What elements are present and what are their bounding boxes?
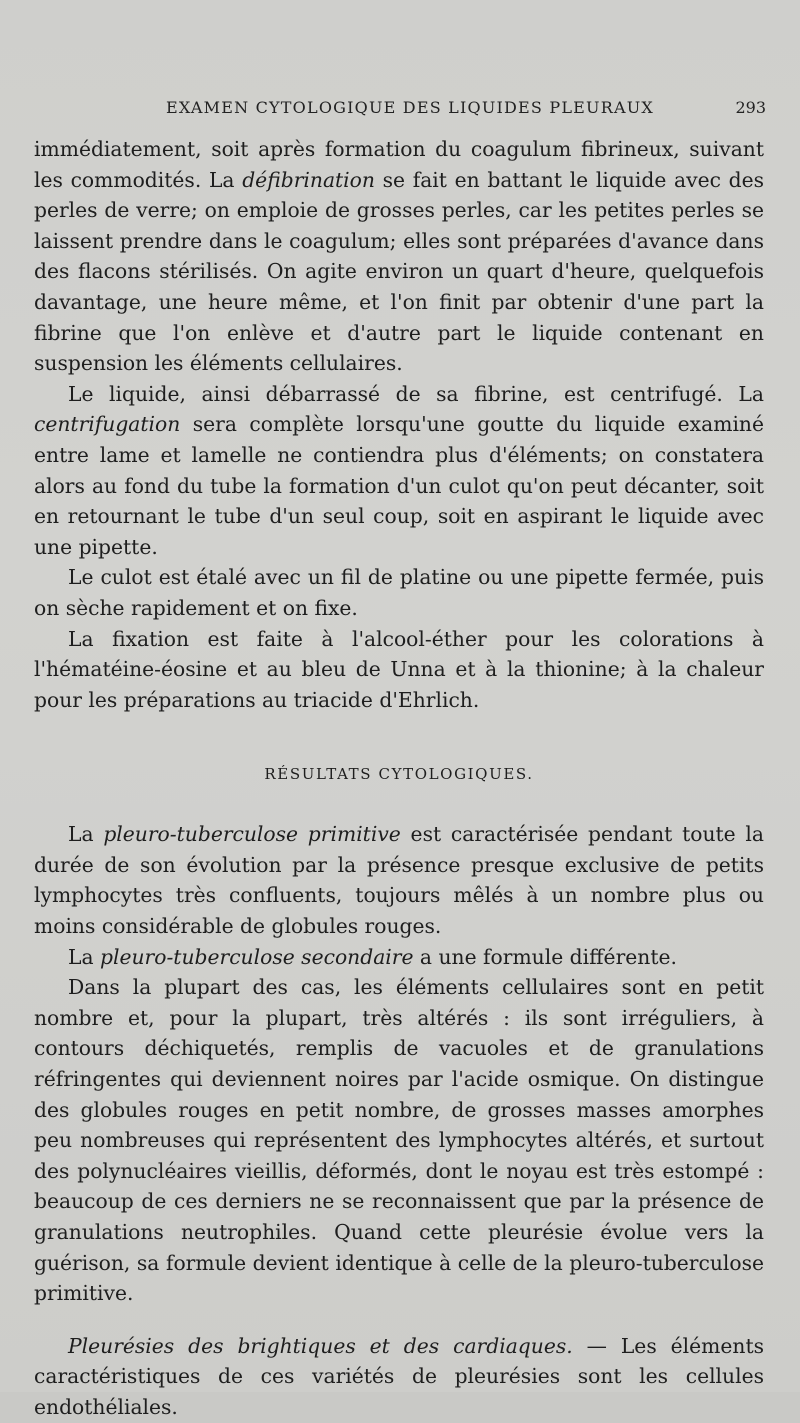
paragraph-pleuro-tuberculose-primitive xyxy=(34,819,764,941)
italic-term-centrifugation: centrifugation xyxy=(34,412,181,437)
body-text xyxy=(34,134,764,1423)
text-segment: La xyxy=(68,822,104,847)
page-number: 293 xyxy=(735,98,766,117)
paragraph-elements-cellulaires: Dans la plupart des cas, les éléments cellulaires sont en petit nombre et, pour la plupart, très altérés : ils sont irréguliers, à contours déchiquetés, remplis de vacuoles et de granulations réfringentes qui deviennent noires par l'acide osmique. On distingue des globules rouges en petit nombre, de grosses masses amorphes peu nombreuses qui représentent des lymphocytes altérés, et surtout des polynucléaires vieillis, déformés, dont le noyau est très estompé : beaucoup de ces derniers ne se reconnaissent que par la présence de granulations neutrophiles. Quand cette pleurésie évolue vers la guérison, sa formule devient identique à celle de la pleuro-tuberculose primitive. xyxy=(34,975,764,1306)
text-segment: immédiatement, soit après formation du coagulum fibrineux, suivant les commodités. La xyxy=(34,137,764,192)
paragraph-defibrination xyxy=(34,134,764,379)
paragraph-culot: Le culot est étalé avec un fil de platine ou une pipette fermée, puis on sèche rapidement et on fixe. xyxy=(34,565,764,620)
paragraph-pleuresies-brightiques xyxy=(34,1331,764,1423)
paragraph-gap xyxy=(34,1309,764,1331)
italic-term-defibrination: défibrination xyxy=(242,167,375,192)
text-segment: — Les éléments caractéristiques de ces variétés de pleurésies sont les cellules endothéliales. xyxy=(34,1333,764,1419)
text-segment: se fait en battant le liquide avec des perles de verre; on emploie de grosses perles, car les petites perles se laissent prendre dans le coagulum; elles sont préparées d'avance dans des flacons stérilisés. On agite environ un quart d'heure, quelquefois davantage, une heure même, et l'on finit par obtenir d'une part la fibrine que l'on enlève et d'autre part le liquide contenant en suspension les éléments cellulaires. xyxy=(34,167,764,376)
italic-heading-brightiques: Pleurésies des brightiques et des cardiaques. xyxy=(68,1333,573,1358)
text-segment: La xyxy=(68,944,101,969)
text-segment: sera complète lorsqu'une goutte du liquide examiné entre lame et lamelle ne contiendra plus d'éléments; on constatera alors au fond du tube la formation d'un culot qu'on peut décanter, soit en retournant le tube d'un seul coup, soit en aspirant le liquide avec une pipette. xyxy=(34,412,764,559)
paragraph-fixation: La fixation est faite à l'alcool-éther pour les colorations à l'hématéine-éosine et au bleu de Unna et à la thionine; à la chaleur pour les préparations au triacide d'Ehrlich. xyxy=(34,626,764,712)
italic-term-primitive: pleuro-tuberculose primitive xyxy=(103,822,401,847)
paragraph-centrifugation xyxy=(34,379,764,563)
page-header xyxy=(34,98,766,124)
text-segment: a une formule différente. xyxy=(413,944,677,969)
text-segment: est caractérisée pendant toute la durée de son évolution par la présence presque exclusive de petits lymphocytes très confluents, toujours mêlés à un nombre plus ou moins considérable de globules rouges. xyxy=(34,822,765,939)
section-heading: RÉSULTATS CYTOLOGIQUES. xyxy=(264,765,534,784)
running-title: EXAMEN CYTOLOGIQUE DES LIQUIDES PLEURAUX xyxy=(166,98,655,117)
paragraph-pleuro-tuberculose-secondaire xyxy=(34,942,764,973)
italic-term-secondaire: pleuro-tuberculose secondaire xyxy=(100,944,414,969)
text-segment: Le liquide, ainsi débarrassé de sa fibrine, est centrifugé. La xyxy=(68,381,764,406)
